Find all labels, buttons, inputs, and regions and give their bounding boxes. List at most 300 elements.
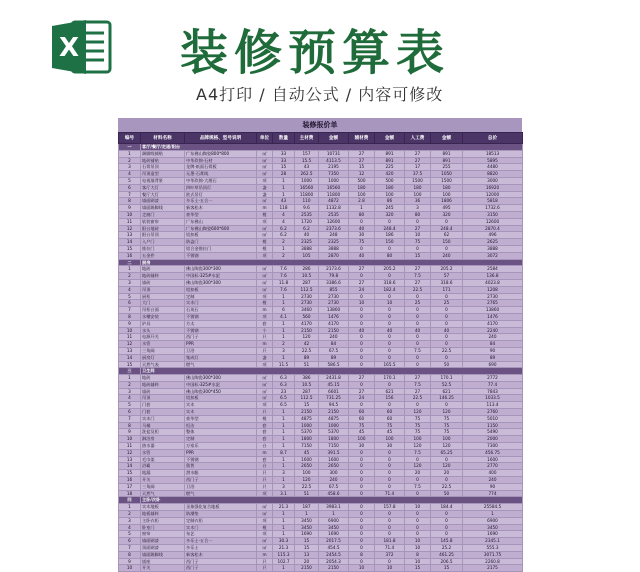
table-cell[interactable]: 51 bbox=[295, 490, 319, 497]
table-row[interactable] bbox=[119, 504, 523, 511]
table-cell[interactable]: 3 bbox=[405, 205, 431, 212]
table-row[interactable] bbox=[119, 545, 523, 552]
table-cell[interactable]: 1800 bbox=[295, 436, 319, 443]
table-cell[interactable]: 7300 bbox=[463, 443, 523, 450]
table-cell[interactable]: 13 bbox=[119, 232, 141, 239]
table-cell[interactable]: 0 bbox=[375, 245, 405, 252]
table-cell[interactable]: 浴霸 bbox=[141, 463, 185, 470]
table-cell[interactable]: 墙面踢脚线 bbox=[141, 205, 185, 212]
table-cell[interactable]: 3386.6 bbox=[319, 279, 349, 286]
table-cell[interactable]: 餐厅大灯 bbox=[141, 191, 185, 198]
table-cell[interactable]: 89 bbox=[463, 354, 523, 361]
table-cell[interactable]: 11.8 bbox=[273, 279, 295, 286]
table-cell[interactable]: 84 bbox=[319, 341, 349, 348]
table-cell[interactable]: 40 bbox=[349, 252, 375, 259]
table-cell[interactable]: 7843 bbox=[463, 388, 523, 395]
table-cell[interactable]: 0 bbox=[405, 218, 431, 225]
table-cell[interactable]: 11 bbox=[119, 334, 141, 341]
table-cell[interactable]: 0 bbox=[375, 273, 405, 280]
table-cell[interactable]: 定制 bbox=[185, 436, 257, 443]
table-row[interactable] bbox=[119, 198, 523, 205]
table-cell[interactable]: 67.5 bbox=[319, 347, 349, 354]
table-cell[interactable]: 0 bbox=[349, 449, 375, 456]
table-cell[interactable]: 8 bbox=[119, 198, 141, 205]
table-cell[interactable]: 2535 bbox=[319, 211, 349, 218]
table-cell[interactable]: 3450 bbox=[463, 524, 523, 531]
table-cell[interactable]: 套 bbox=[257, 456, 273, 463]
table-row[interactable] bbox=[119, 313, 523, 320]
table-cell[interactable]: 7.6 bbox=[273, 273, 295, 280]
table-cell[interactable]: 22.5 bbox=[405, 395, 431, 402]
table-cell[interactable]: 0 bbox=[431, 245, 463, 252]
table-cell[interactable]: ㎡ bbox=[257, 381, 273, 388]
table-cell[interactable]: 180 bbox=[431, 184, 463, 191]
table-cell[interactable]: 天然气表 bbox=[141, 361, 185, 368]
table-cell[interactable]: 4 bbox=[273, 218, 295, 225]
table-cell[interactable]: 1 bbox=[119, 266, 141, 273]
table-cell[interactable]: 0 bbox=[349, 470, 375, 477]
table-cell[interactable]: 75 bbox=[349, 422, 375, 429]
table-cell[interactable]: 28 bbox=[273, 171, 295, 178]
table-cell[interactable]: m bbox=[257, 205, 273, 212]
table-cell[interactable]: 7.5 bbox=[405, 347, 431, 354]
table-cell[interactable]: 240 bbox=[463, 477, 523, 484]
table-cell[interactable]: 7.5 bbox=[405, 449, 431, 456]
table-cell[interactable]: 3983.1 bbox=[319, 504, 349, 511]
table-cell[interactable]: 0 bbox=[349, 517, 375, 524]
table-cell[interactable]: 240 bbox=[319, 334, 349, 341]
table-cell[interactable]: 2730 bbox=[295, 293, 319, 300]
table-row[interactable] bbox=[119, 327, 523, 334]
table-cell[interactable]: 开关 bbox=[141, 477, 185, 484]
table-cell[interactable]: 18 bbox=[119, 490, 141, 497]
table-cell[interactable]: 30 bbox=[349, 232, 375, 239]
table-cell[interactable]: 5 bbox=[119, 177, 141, 184]
table-cell[interactable]: 1 bbox=[273, 409, 295, 416]
table-cell[interactable]: 146.25 bbox=[431, 395, 463, 402]
table-row[interactable] bbox=[119, 381, 523, 388]
table-cell[interactable]: 圣象强化复合地板 bbox=[185, 504, 257, 511]
table-cell[interactable]: 4.1 bbox=[273, 313, 295, 320]
table-cell[interactable]: 4023.8 bbox=[463, 279, 523, 286]
table-cell[interactable]: 主卧衣柜 bbox=[141, 517, 185, 524]
table-cell[interactable]: 0 bbox=[405, 245, 431, 252]
table-cell[interactable]: 中华玖锦·石材 bbox=[185, 157, 257, 164]
table-cell[interactable]: 0 bbox=[375, 456, 405, 463]
table-cell[interactable]: ㎡ bbox=[257, 375, 273, 382]
table-cell[interactable]: 0 bbox=[431, 293, 463, 300]
table-cell[interactable]: 12600 bbox=[319, 218, 349, 225]
table-cell[interactable]: 电源开关 bbox=[141, 334, 185, 341]
table-cell[interactable]: ㎡ bbox=[257, 538, 273, 545]
table-cell[interactable]: 100 bbox=[375, 191, 405, 198]
table-cell[interactable]: 120 bbox=[295, 477, 319, 484]
table-cell[interactable]: 佛山陶瓷300*450 bbox=[185, 388, 257, 395]
table-cell[interactable]: 广东佛山 bbox=[185, 218, 257, 225]
table-cell[interactable]: 吊顶 bbox=[141, 395, 185, 402]
table-cell[interactable]: 1132.8 bbox=[319, 205, 349, 212]
table-cell[interactable]: 5010 bbox=[463, 415, 523, 422]
table-cell[interactable]: 0 bbox=[405, 511, 431, 518]
table-cell[interactable]: 4113.5 bbox=[319, 157, 349, 164]
table-cell[interactable]: 新客松木 bbox=[185, 551, 257, 558]
table-cell[interactable]: 铝合金推拉门 bbox=[185, 245, 257, 252]
table-cell[interactable]: 只 bbox=[257, 347, 273, 354]
table-cell[interactable]: 0 bbox=[349, 245, 375, 252]
table-cell[interactable]: 0 bbox=[349, 524, 375, 531]
table-cell[interactable]: 项 bbox=[257, 402, 273, 409]
table-cell[interactable]: 1500 bbox=[405, 177, 431, 184]
table-cell[interactable]: 3 bbox=[273, 347, 295, 354]
table-cell[interactable]: 89 bbox=[295, 354, 319, 361]
table-cell[interactable]: 318.6 bbox=[375, 279, 405, 286]
table-cell[interactable]: 1476 bbox=[463, 313, 523, 320]
table-cell[interactable]: 2730 bbox=[463, 293, 523, 300]
table-cell[interactable]: 7 bbox=[119, 191, 141, 198]
table-cell[interactable]: 50 bbox=[431, 490, 463, 497]
table-cell[interactable]: 2650 bbox=[295, 463, 319, 470]
table-cell[interactable]: 新客松木 bbox=[185, 205, 257, 212]
table-cell[interactable]: 2765 bbox=[463, 300, 523, 307]
table-cell[interactable]: 0 bbox=[349, 313, 375, 320]
table-cell[interactable]: 只 bbox=[257, 334, 273, 341]
table-cell[interactable]: 2625 bbox=[463, 239, 523, 246]
table-cell[interactable]: 1000 bbox=[295, 422, 319, 429]
table-cell[interactable]: 774 bbox=[463, 490, 523, 497]
table-cell[interactable]: 台 bbox=[257, 463, 273, 470]
table-cell[interactable]: 71.4 bbox=[375, 490, 405, 497]
table-cell[interactable]: 2584 bbox=[463, 266, 523, 273]
table-cell[interactable]: 燃气 bbox=[185, 361, 257, 368]
table-cell[interactable]: 3888 bbox=[295, 245, 319, 252]
table-cell[interactable]: 100 bbox=[295, 470, 319, 477]
table-cell[interactable]: 2 bbox=[119, 157, 141, 164]
table-cell[interactable]: 无墨·石膏线 bbox=[185, 171, 257, 178]
table-cell[interactable]: 40 bbox=[405, 327, 431, 334]
table-cell[interactable]: 3450 bbox=[319, 524, 349, 531]
table-cell[interactable]: 171 bbox=[431, 286, 463, 293]
table-cell[interactable]: 11 bbox=[119, 443, 141, 450]
table-cell[interactable]: 地漏 bbox=[141, 470, 185, 477]
table-row[interactable] bbox=[119, 409, 523, 416]
table-cell[interactable]: 2325 bbox=[319, 239, 349, 246]
table-cell[interactable]: 9 bbox=[119, 558, 141, 565]
table-cell[interactable]: 0 bbox=[431, 218, 463, 225]
table-cell[interactable]: 120 bbox=[295, 334, 319, 341]
table-row[interactable] bbox=[119, 157, 523, 164]
table-cell[interactable]: 2.8 bbox=[349, 198, 375, 205]
table-cell[interactable]: 1 bbox=[273, 320, 295, 327]
table-cell[interactable]: 1033.5 bbox=[463, 395, 523, 402]
table-cell[interactable]: 10 bbox=[375, 300, 405, 307]
table-cell[interactable]: 14 bbox=[119, 463, 141, 470]
table-cell[interactable]: 150 bbox=[375, 239, 405, 246]
table-cell[interactable]: 4 bbox=[273, 211, 295, 218]
table-cell[interactable]: 中国标·325#水泥 bbox=[185, 273, 257, 280]
table-row[interactable] bbox=[119, 395, 523, 402]
table-cell[interactable]: 不锈钢 bbox=[185, 313, 257, 320]
table-cell[interactable]: 0 bbox=[431, 402, 463, 409]
table-cell[interactable]: 5818 bbox=[463, 198, 523, 205]
table-cell[interactable]: 0 bbox=[431, 307, 463, 314]
table-row[interactable] bbox=[119, 483, 523, 490]
table-cell[interactable]: 项 bbox=[257, 531, 273, 538]
table-cell[interactable]: 4 bbox=[119, 171, 141, 178]
table-cell[interactable]: 五金件 bbox=[141, 252, 185, 259]
table-cell[interactable]: 3071.75 bbox=[463, 551, 523, 558]
table-cell[interactable]: 12000 bbox=[463, 191, 523, 198]
table-cell[interactable]: 1 bbox=[119, 504, 141, 511]
table-cell[interactable]: ㎡ bbox=[257, 198, 273, 205]
table-cell[interactable]: 10.5 bbox=[295, 381, 319, 388]
table-cell[interactable]: 0 bbox=[375, 470, 405, 477]
table-cell[interactable]: 10 bbox=[405, 545, 431, 552]
table-cell[interactable]: 0 bbox=[375, 402, 405, 409]
table-cell[interactable]: 62 bbox=[431, 232, 463, 239]
table-row[interactable] bbox=[119, 436, 523, 443]
table-cell[interactable]: 0 bbox=[349, 504, 375, 511]
table-row[interactable] bbox=[119, 456, 523, 463]
table-cell[interactable]: 2535 bbox=[295, 211, 319, 218]
table-cell[interactable]: 248 bbox=[319, 232, 349, 239]
table-cell[interactable]: 10 bbox=[405, 232, 431, 239]
table-cell[interactable]: 4 bbox=[119, 395, 141, 402]
table-cell[interactable]: 391.5 bbox=[319, 449, 349, 456]
table-cell[interactable]: 75 bbox=[349, 239, 375, 246]
table-cell[interactable]: 240 bbox=[431, 252, 463, 259]
table-cell[interactable]: 731.25 bbox=[319, 395, 349, 402]
table-cell[interactable]: 15 bbox=[295, 402, 319, 409]
table-cell[interactable]: 7 bbox=[119, 415, 141, 422]
table-cell[interactable]: 热水器 bbox=[141, 443, 185, 450]
table-cell[interactable]: 621 bbox=[431, 388, 463, 395]
table-cell[interactable]: 只 bbox=[257, 409, 273, 416]
table-row[interactable] bbox=[119, 517, 523, 524]
table-cell[interactable]: 0 bbox=[405, 402, 431, 409]
table-cell[interactable]: 4480 bbox=[463, 164, 523, 171]
table-cell[interactable]: 3450 bbox=[295, 524, 319, 531]
table-cell[interactable]: 17 bbox=[405, 164, 431, 171]
table-cell[interactable]: 110 bbox=[295, 198, 319, 205]
table-cell[interactable]: 15 bbox=[405, 565, 431, 572]
table-cell[interactable]: 21.3 bbox=[273, 504, 295, 511]
table-cell[interactable]: 0 bbox=[405, 531, 431, 538]
table-cell[interactable]: 只 bbox=[257, 558, 273, 565]
table-cell[interactable]: 180 bbox=[405, 184, 431, 191]
table-row[interactable] bbox=[119, 551, 523, 558]
table-cell[interactable]: 1 bbox=[273, 565, 295, 572]
table-cell[interactable]: 11800 bbox=[319, 191, 349, 198]
table-cell[interactable]: 实木 bbox=[185, 409, 257, 416]
table-cell[interactable]: 100 bbox=[375, 436, 405, 443]
table-cell[interactable]: 2175 bbox=[463, 565, 523, 572]
table-cell[interactable]: 891 bbox=[431, 157, 463, 164]
table-cell[interactable]: 0 bbox=[431, 477, 463, 484]
table-cell[interactable]: 27 bbox=[349, 150, 375, 157]
table-cell[interactable]: 0 bbox=[405, 334, 431, 341]
table-cell[interactable]: 206.5 bbox=[431, 558, 463, 565]
table-cell[interactable]: 水头 bbox=[141, 327, 185, 334]
table-cell[interactable]: 75 bbox=[405, 415, 431, 422]
table-cell[interactable]: 15 bbox=[119, 470, 141, 477]
table-cell[interactable]: 170.1 bbox=[431, 375, 463, 382]
table-cell[interactable]: 113.4 bbox=[463, 402, 523, 409]
table-cell[interactable]: 只 bbox=[257, 477, 273, 484]
table-cell[interactable]: 1 bbox=[463, 511, 523, 518]
table-cell[interactable]: 7350 bbox=[319, 171, 349, 178]
table-row[interactable] bbox=[119, 184, 523, 191]
table-cell[interactable]: 891 bbox=[431, 150, 463, 157]
table-cell[interactable]: 60 bbox=[375, 409, 405, 416]
table-cell[interactable]: 7.6 bbox=[273, 286, 295, 293]
table-cell[interactable]: 铝扣板 bbox=[185, 395, 257, 402]
table-cell[interactable]: PPR bbox=[185, 341, 257, 348]
table-cell[interactable]: 墙砖 bbox=[141, 279, 185, 286]
column-header[interactable]: 单位 bbox=[257, 133, 273, 144]
table-cell[interactable]: 80 bbox=[349, 211, 375, 218]
table-cell[interactable]: 6 bbox=[119, 300, 141, 307]
table-cell[interactable]: 0 bbox=[431, 334, 463, 341]
table-cell[interactable]: 6 bbox=[119, 409, 141, 416]
table-cell[interactable]: 2650 bbox=[319, 463, 349, 470]
table-cell[interactable]: 卧室门 bbox=[141, 524, 185, 531]
table-cell[interactable]: 0 bbox=[405, 477, 431, 484]
table-cell[interactable]: 1 bbox=[273, 517, 295, 524]
table-cell[interactable]: 1 bbox=[273, 293, 295, 300]
table-cell[interactable]: 6900 bbox=[463, 517, 523, 524]
table-cell[interactable]: 22.5 bbox=[295, 347, 319, 354]
table-row[interactable] bbox=[119, 449, 523, 456]
table-cell[interactable]: 10731 bbox=[319, 150, 349, 157]
table-cell[interactable]: 36 bbox=[405, 198, 431, 205]
column-header[interactable]: 品牌规格、型号说明 bbox=[185, 133, 257, 144]
column-header[interactable]: 辅材费 bbox=[349, 133, 375, 144]
table-cell[interactable]: 大门 bbox=[141, 300, 185, 307]
table-cell[interactable]: 走廊门 bbox=[141, 211, 185, 218]
table-cell[interactable]: 184.4 bbox=[431, 504, 463, 511]
table-cell[interactable]: 22.5 bbox=[405, 286, 431, 293]
table-cell[interactable]: 5490 bbox=[463, 429, 523, 436]
table-cell[interactable]: 2772 bbox=[463, 375, 523, 382]
table-row[interactable] bbox=[119, 347, 523, 354]
table-cell[interactable]: 0 bbox=[349, 483, 375, 490]
table-cell[interactable]: 10 bbox=[349, 565, 375, 572]
table-cell[interactable]: m bbox=[257, 341, 273, 348]
table-cell[interactable]: 佛山陶瓷300*300 bbox=[185, 279, 257, 286]
table-cell[interactable]: 0 bbox=[375, 483, 405, 490]
table-row[interactable] bbox=[119, 524, 523, 531]
table-cell[interactable]: 586.5 bbox=[319, 361, 349, 368]
table-cell[interactable]: 45 bbox=[375, 429, 405, 436]
table-cell[interactable]: 3450 bbox=[295, 517, 319, 524]
table-cell[interactable]: 300 bbox=[319, 470, 349, 477]
table-cell[interactable]: 27 bbox=[349, 266, 375, 273]
table-cell[interactable]: 0 bbox=[405, 293, 431, 300]
table-cell[interactable]: 2870 bbox=[319, 252, 349, 259]
table-cell[interactable]: 0 bbox=[405, 524, 431, 531]
table-cell[interactable]: 120 bbox=[431, 463, 463, 470]
table-row[interactable] bbox=[119, 286, 523, 293]
table-cell[interactable]: 27 bbox=[405, 225, 431, 232]
column-header[interactable]: 编号 bbox=[119, 133, 141, 144]
table-cell[interactable]: 0 bbox=[349, 334, 375, 341]
table-cell[interactable]: 0 bbox=[375, 558, 405, 565]
table-cell[interactable]: 5370 bbox=[295, 429, 319, 436]
table-row[interactable] bbox=[119, 245, 523, 252]
table-cell[interactable]: 1806 bbox=[431, 198, 463, 205]
table-cell[interactable]: 项 bbox=[257, 177, 273, 184]
table-cell[interactable]: 454.5 bbox=[319, 545, 349, 552]
table-row[interactable] bbox=[119, 177, 523, 184]
table-cell[interactable]: 套 bbox=[257, 429, 273, 436]
table-cell[interactable]: 1000 bbox=[319, 177, 349, 184]
table-cell[interactable]: m bbox=[257, 307, 273, 314]
table-cell[interactable]: 80 bbox=[405, 211, 431, 218]
table-cell[interactable]: 2260.8 bbox=[463, 558, 523, 565]
table-cell[interactable]: 0 bbox=[405, 307, 431, 314]
table-row[interactable] bbox=[119, 422, 523, 429]
table-cell[interactable]: 2150 bbox=[319, 409, 349, 416]
table-row[interactable] bbox=[119, 470, 523, 477]
table-cell[interactable]: 555.3 bbox=[463, 545, 523, 552]
table-cell[interactable]: 90 bbox=[463, 483, 523, 490]
column-header[interactable]: 总价 bbox=[463, 133, 523, 144]
table-cell[interactable]: 铝扣板 bbox=[185, 286, 257, 293]
table-cell[interactable]: 西门子 bbox=[185, 334, 257, 341]
table-cell[interactable]: 中国标·325#水泥 bbox=[185, 381, 257, 388]
table-cell[interactable]: 不锈钢 bbox=[185, 252, 257, 259]
column-header[interactable]: 数量 bbox=[273, 133, 295, 144]
table-cell[interactable]: 157 bbox=[295, 150, 319, 157]
table-cell[interactable]: 西门子 bbox=[185, 558, 257, 565]
table-cell[interactable]: 0 bbox=[375, 320, 405, 327]
table-cell[interactable]: 2 bbox=[119, 511, 141, 518]
table-cell[interactable]: 10 bbox=[119, 436, 141, 443]
table-cell[interactable]: 1 bbox=[295, 511, 319, 518]
table-cell[interactable]: 地砖辅料 bbox=[141, 381, 185, 388]
table-cell[interactable]: 1208 bbox=[463, 286, 523, 293]
table-cell[interactable]: 1 bbox=[273, 245, 295, 252]
table-cell[interactable]: ㎡ bbox=[257, 388, 273, 395]
table-cell[interactable]: 15 bbox=[119, 245, 141, 252]
table-cell[interactable]: 240 bbox=[463, 334, 523, 341]
table-row[interactable] bbox=[119, 150, 523, 157]
table-cell[interactable]: 1 bbox=[273, 422, 295, 429]
table-cell[interactable]: 105 bbox=[295, 252, 319, 259]
table-cell[interactable]: 四叶草吊顶灯 bbox=[185, 184, 257, 191]
table-cell[interactable]: 定制衣柜 bbox=[185, 517, 257, 524]
table-cell[interactable]: 22.5 bbox=[295, 483, 319, 490]
table-cell[interactable]: 25 bbox=[405, 300, 431, 307]
table-row[interactable] bbox=[119, 273, 523, 280]
table-cell[interactable]: 盏 bbox=[257, 184, 273, 191]
table-cell[interactable]: 套 bbox=[257, 422, 273, 429]
column-header[interactable]: 材料名称 bbox=[141, 133, 185, 144]
table-cell[interactable]: 420 bbox=[375, 171, 405, 178]
table-cell[interactable]: 10.5 bbox=[295, 273, 319, 280]
table-cell[interactable]: 0 bbox=[431, 354, 463, 361]
table-cell[interactable]: 120 bbox=[431, 443, 463, 450]
table-cell[interactable]: 1000 bbox=[295, 177, 319, 184]
table-cell[interactable]: 10 bbox=[119, 565, 141, 572]
table-cell[interactable]: 项 bbox=[257, 293, 273, 300]
table-row[interactable] bbox=[119, 266, 523, 273]
table-cell[interactable]: 佛山陶瓷300*300 bbox=[185, 375, 257, 382]
table-cell[interactable]: 8820 bbox=[463, 171, 523, 178]
table-cell[interactable]: 456.75 bbox=[463, 449, 523, 456]
table-cell[interactable]: 3 bbox=[119, 388, 141, 395]
table-cell[interactable]: 厨房灯 bbox=[141, 354, 185, 361]
